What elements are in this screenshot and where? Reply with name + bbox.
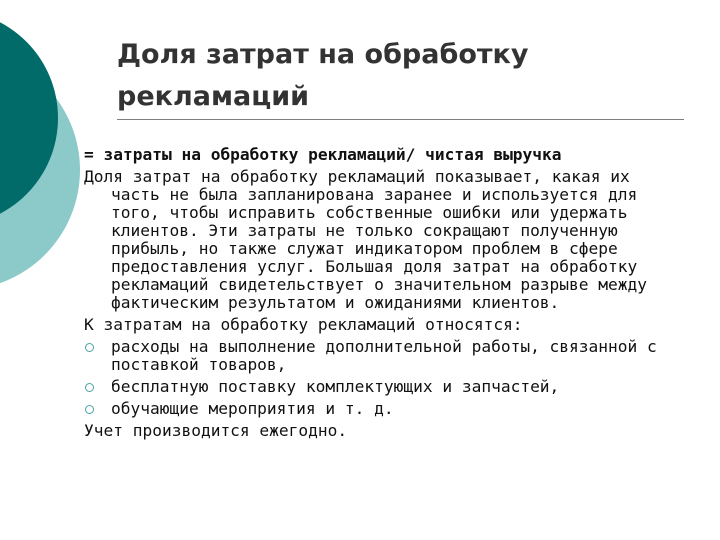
list-intro: К затратам на обработку рекламаций относятся: [84, 315, 523, 334]
list-item-text: обучающие мероприятия и т. д. [111, 399, 394, 418]
list-item [84, 338, 684, 374]
title-divider [117, 119, 684, 120]
description-paragraph: Доля затрат на обработку рекламаций показывает, какая их часть не была запланирована заранее и используется для того, чтобы исправить собственные ошибки или удержать клиентов. Эти затраты не только сокращают полученную прибыль, но также служат индикатором проблем в сфере предоставления услуг. Большая доля затрат на обработку рекламаций свидетельствует о значительном разрыве между фактическим результатом и ожиданиями клиентов. [84, 167, 648, 312]
list-item-text: расходы на выполнение дополнительной работы, связанной с поставкой товаров, [111, 337, 657, 374]
list-item [84, 400, 684, 418]
slide-title: Доля затрат на обработку рекламаций [117, 39, 529, 112]
footer-note: Учет производится ежегодно. [84, 421, 348, 440]
list-item [84, 378, 684, 396]
hollow-circle-bullet-icon [85, 405, 94, 414]
formula-text: = затраты на обработку рекламаций/ чистая выручка [84, 145, 562, 164]
hollow-circle-bullet-icon [85, 383, 94, 392]
light-teal-circle [0, 50, 80, 290]
hollow-circle-bullet-icon [85, 343, 94, 352]
dark-teal-circle [0, 10, 58, 226]
list-item-text: бесплатную поставку комплектующих и запчастей, [111, 377, 560, 396]
slide-body [84, 146, 684, 440]
